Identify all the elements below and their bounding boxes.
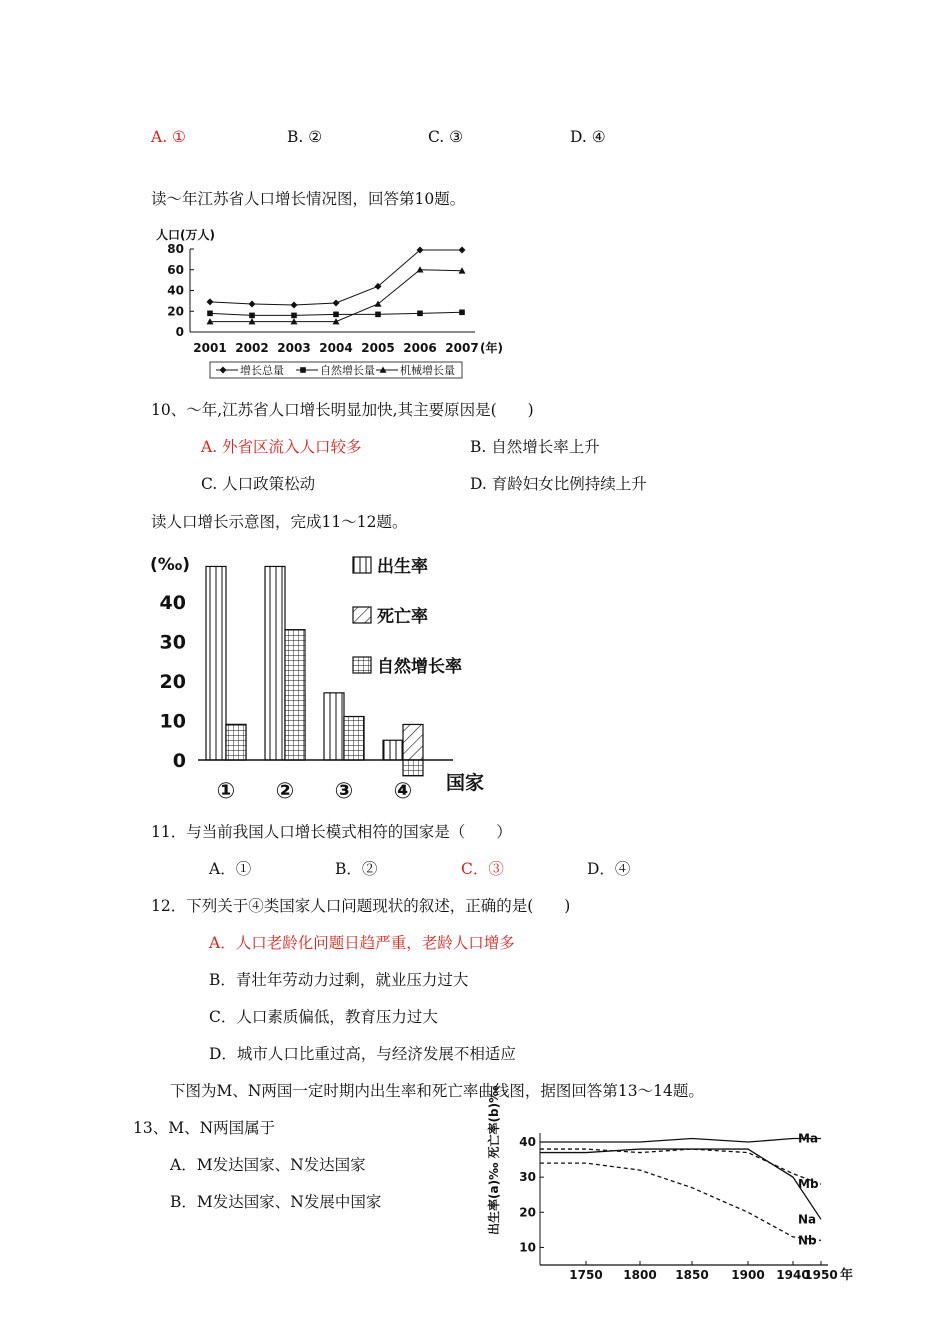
chart1-ytick-label: 40 — [167, 283, 184, 298]
chart3-ytick-label: 40 — [519, 1135, 536, 1150]
q12-option-c: C．人口素质偏低，教育压力过大 — [209, 1008, 438, 1026]
chart1-series-line — [210, 250, 462, 305]
chart2-bar-natural — [285, 630, 305, 760]
chart2-ytick-label: 40 — [159, 592, 186, 614]
q11-option-a: A．① — [209, 860, 252, 878]
q9-option-c: C. ③ — [428, 128, 464, 146]
chart3-xtick-label: 1900 — [731, 1268, 765, 1282]
chart2-category-label: ② — [275, 779, 295, 804]
q9-option-d: D. ④ — [570, 128, 606, 146]
chart2-legend-swatch — [353, 557, 371, 573]
chart1-xtick-label: 2007 — [445, 341, 479, 355]
q9-option-a: A. ① — [151, 128, 186, 146]
chart1-point — [207, 298, 214, 305]
chart1-point — [459, 309, 465, 315]
chart1-legend-marker — [220, 367, 227, 374]
birth-death-rate-chart — [478, 1085, 858, 1285]
chart1-xlabel: (年) — [480, 341, 503, 355]
q10-option-b: B. 自然增长率上升 — [470, 438, 600, 456]
chart1-point — [291, 302, 298, 309]
chart3-ytick-label: 10 — [519, 1240, 536, 1255]
chart2-category-label: ① — [216, 779, 236, 804]
chart1-point — [333, 312, 339, 318]
q11-stem: 11．与当前我国人口增长模式相符的国家是（ ） — [151, 823, 512, 841]
chart3-xtick-label: 1940 — [776, 1268, 810, 1282]
chart1-point — [375, 312, 381, 318]
chart3-series-Nb — [540, 1163, 821, 1240]
chart2-bar-birth — [265, 566, 285, 760]
chart3-series-label: Ma — [798, 1131, 819, 1146]
q13-option-a: A．M发达国家、N发达国家 — [170, 1156, 366, 1174]
chart1-ylabel: 人口(万人) — [156, 228, 215, 242]
q13-option-b: B．M发达国家、N发展中国家 — [170, 1193, 382, 1211]
q9-option-b: B. ② — [287, 128, 323, 146]
chart2-bar-natural — [226, 724, 246, 760]
chart3-series-Ma — [540, 1139, 821, 1143]
chart3-xtick-label: 1850 — [675, 1268, 709, 1282]
chart1-legend-label: 增长总量 — [240, 364, 284, 377]
chart3-ytick-label: 30 — [519, 1170, 536, 1185]
intro-q10: 读～年江苏省人口增长情况图，回答第10题。 — [151, 190, 466, 208]
chart1-ytick-label: 80 — [167, 242, 184, 256]
population-rate-bar-chart — [148, 545, 498, 805]
chart2-ylabel: (‰) — [150, 555, 191, 575]
chart3-series-label: Na — [798, 1212, 817, 1227]
intro-q11-12: 读人口增长示意图，完成11～12题。 — [151, 513, 408, 531]
chart1-point — [207, 311, 213, 317]
chart2-bar-death — [403, 724, 423, 760]
population-growth-line-chart — [150, 222, 510, 382]
q12-stem: 12．下列关于④类国家人口问题现状的叙述，正确的是( ) — [151, 897, 571, 915]
chart3-xtick-label: 1750 — [569, 1268, 603, 1282]
q10-option-a: A. 外省区流入人口较多 — [201, 438, 362, 456]
intro-q13-14: 下图为M、N两国一定时期内出生率和死亡率曲线图，据图回答第13～14题。 — [170, 1082, 704, 1100]
chart2-bar-natural — [344, 717, 364, 760]
chart1-ytick-label: 60 — [167, 262, 184, 277]
chart1-legend-marker — [300, 367, 306, 373]
chart2-legend — [353, 556, 462, 677]
chart1-xtick-label: 2001 — [193, 341, 227, 355]
q11-option-b: B．② — [335, 860, 378, 878]
chart2-legend-label: 出生率 — [377, 557, 428, 577]
q12-option-b: B．青壮年劳动力过剩，就业压力过大 — [209, 971, 469, 989]
chart3-xtick-label: 1800 — [623, 1268, 657, 1282]
chart2-category-label: ③ — [334, 779, 354, 804]
q10-stem: 10、～年,江苏省人口增长明显加快,其主要原因是( ) — [151, 401, 534, 419]
chart1-legend-label: 自然增长量 — [320, 364, 375, 377]
chart2-bar-natural — [403, 760, 423, 776]
chart1-legend-label: 机械增长量 — [400, 364, 455, 377]
chart1-xtick-label: 2006 — [403, 341, 437, 355]
chart2-bar-birth — [206, 566, 226, 760]
chart1-xtick-label: 2005 — [361, 341, 395, 355]
q11-option-d: D．④ — [587, 860, 631, 878]
chart2-bar-birth — [324, 693, 344, 760]
chart3-series-label: Mb — [798, 1177, 819, 1192]
chart2-ytick-label: 30 — [159, 631, 186, 654]
q12-option-a: A．人口老龄化问题日趋严重，老龄人口增多 — [209, 934, 515, 952]
chart1-point — [333, 299, 340, 306]
chart1-point — [249, 313, 255, 319]
chart2-category-label: ④ — [393, 779, 413, 804]
chart1-point — [291, 313, 297, 319]
q11-option-c: C．③ — [461, 860, 504, 878]
chart2-bar-birth — [383, 740, 403, 760]
chart3-ytick-label: 20 — [519, 1205, 536, 1220]
q10-option-c: C. 人口政策松动 — [201, 475, 316, 493]
chart1-point — [417, 311, 423, 317]
chart1-xtick-label: 2004 — [319, 341, 353, 355]
chart2-legend-label: 自然增长率 — [377, 657, 462, 677]
q12-option-d: D．城市人口比重过高，与经济发展不相适应 — [209, 1045, 516, 1063]
chart2-xlabel: 国家 — [446, 772, 485, 794]
chart1-legend — [216, 363, 455, 377]
chart2-legend-swatch — [353, 607, 371, 623]
chart2-ytick-label: 20 — [159, 671, 186, 693]
chart2-ytick-label: 0 — [172, 750, 186, 772]
chart2-legend-label: 死亡率 — [377, 607, 428, 627]
q13-stem: 13、M、N两国属于 — [133, 1119, 276, 1137]
chart1-xtick-label: 2003 — [277, 341, 311, 355]
chart1-ytick-label: 20 — [167, 304, 184, 319]
chart3-series-label: Nb — [798, 1233, 817, 1248]
chart3-xlabel: 年 — [840, 1268, 854, 1283]
chart2-legend-swatch — [353, 657, 371, 673]
chart1-xtick-label: 2002 — [235, 341, 269, 355]
chart1-ytick-label: 0 — [175, 325, 184, 339]
chart1-point — [249, 300, 256, 307]
chart2-ytick-label: 10 — [159, 710, 186, 733]
chart3-ylabel: 出生率(a)‰ 死亡率(b)‰ — [487, 1085, 501, 1235]
q10-option-d: D. 育龄妇女比例持续上升 — [470, 475, 647, 493]
chart1-point — [459, 247, 466, 254]
chart3-series-Mb — [540, 1149, 821, 1184]
chart3-xtick-label: 1950 — [804, 1268, 838, 1282]
